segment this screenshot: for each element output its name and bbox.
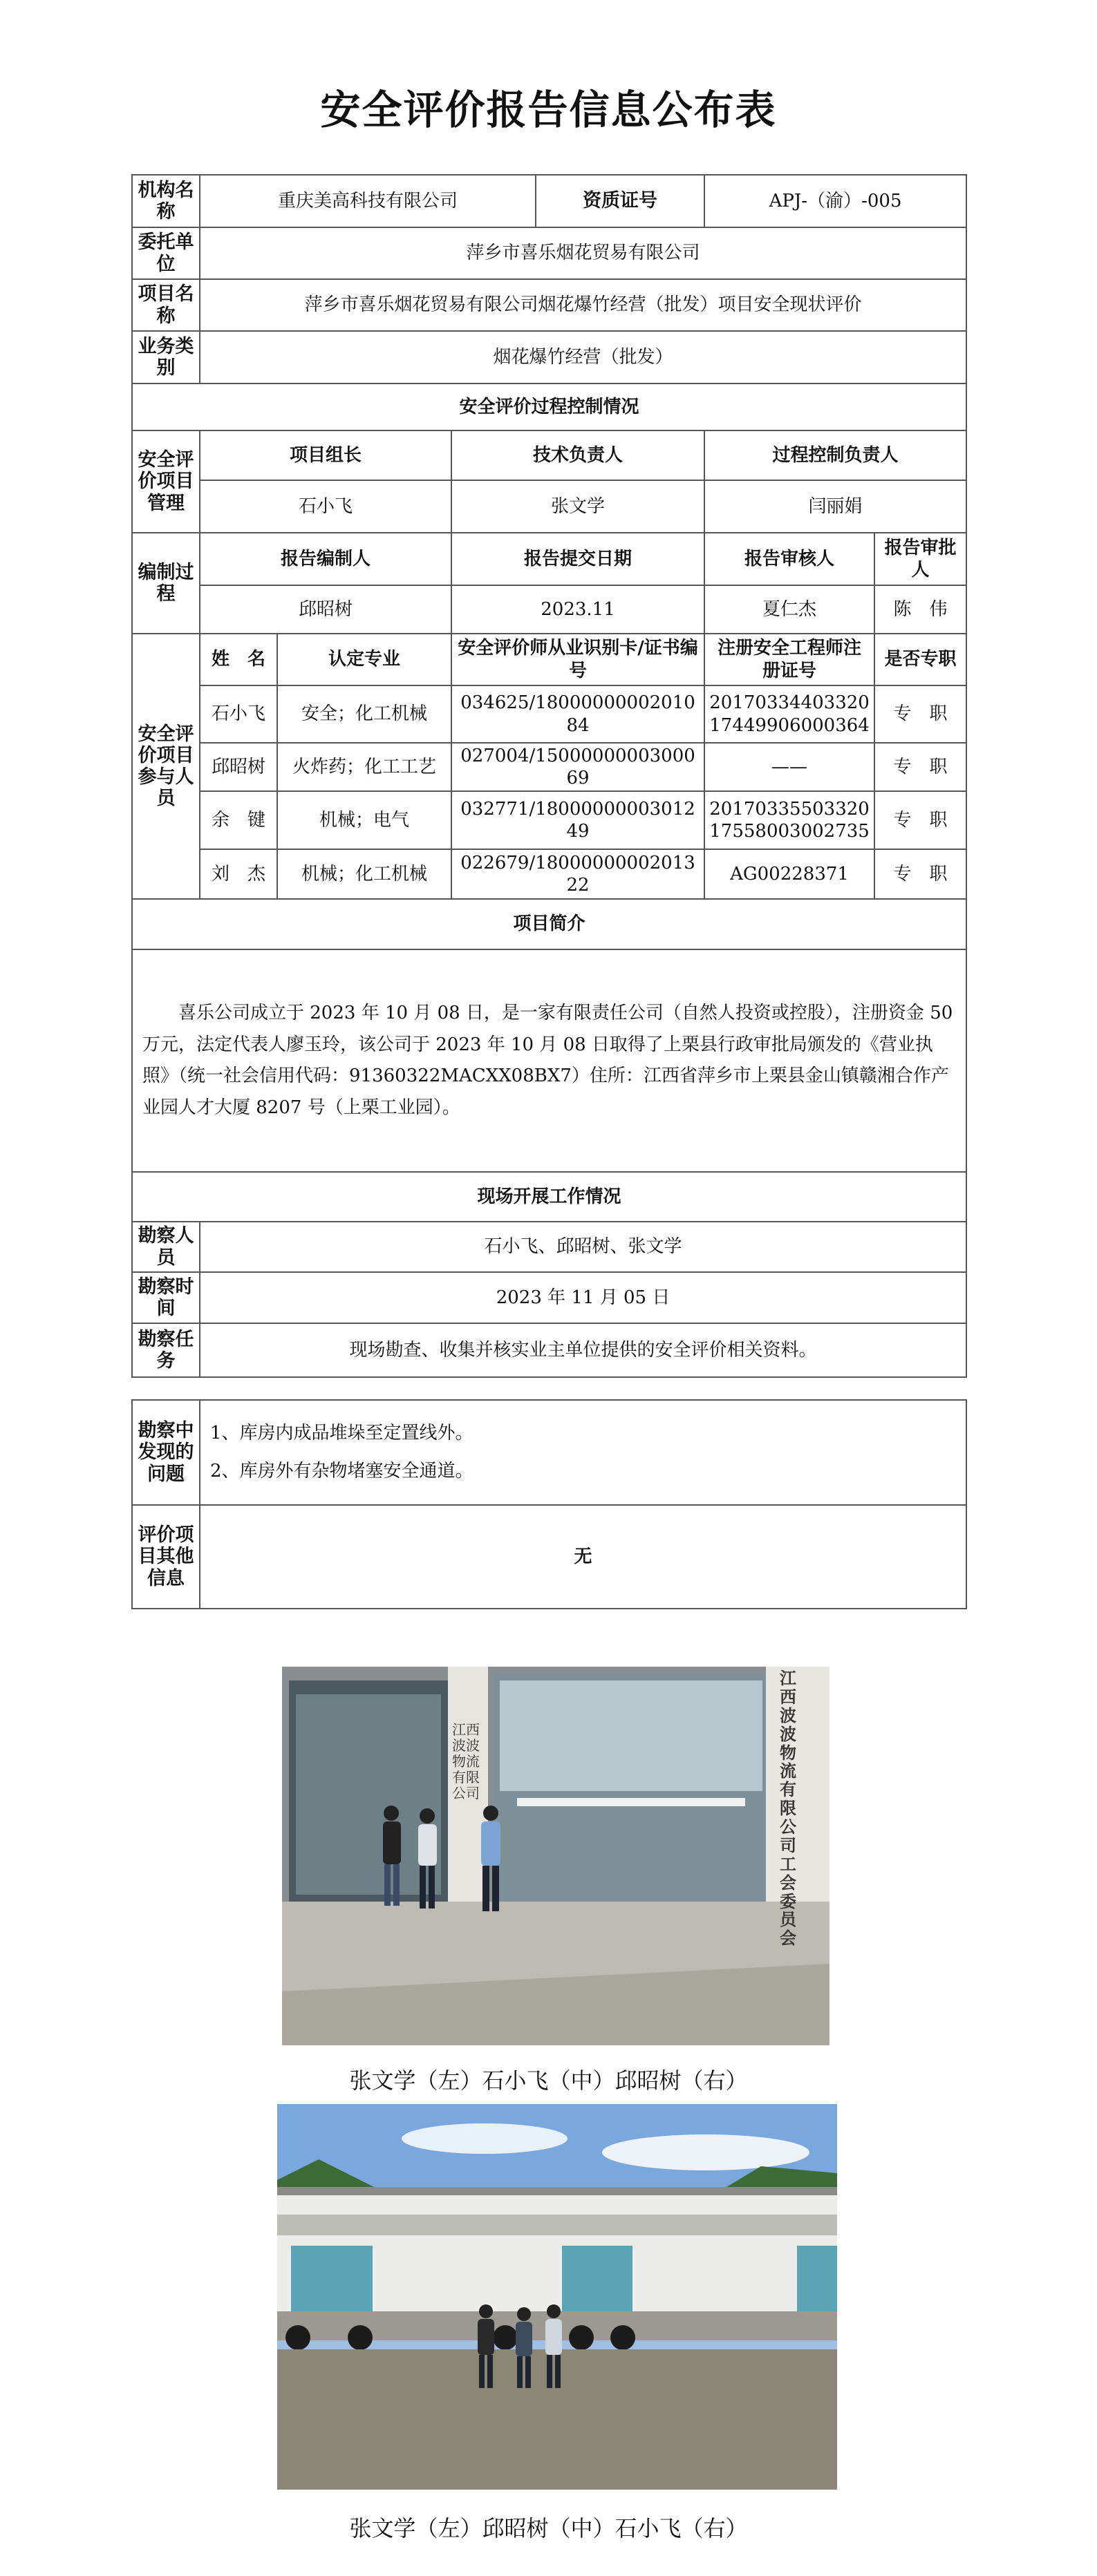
compile-value-approver: 陈 伟 bbox=[874, 585, 966, 634]
compile-label: 编制过程 bbox=[132, 533, 200, 634]
compile-header-author: 报告编制人 bbox=[200, 533, 451, 585]
intro-section-title: 项目简介 bbox=[132, 899, 966, 949]
person-card: 027004/1500000000300069 bbox=[451, 743, 704, 791]
mgmt-value-control: 闫丽娟 bbox=[704, 480, 966, 533]
personnel-header-reg: 注册安全工程师注册证号 bbox=[704, 634, 874, 685]
person-card: 022679/1800000000201322 bbox=[451, 849, 704, 899]
table-row bbox=[132, 849, 966, 899]
table-row bbox=[132, 743, 966, 791]
site-section-title: 现场开展工作情况 bbox=[132, 1172, 966, 1222]
survey-task-value: 现场勘查、收集并核实业主单位提供的安全评价相关资料。 bbox=[200, 1323, 966, 1377]
table-row bbox=[132, 791, 966, 849]
person-fulltime: 专 职 bbox=[874, 685, 966, 743]
client-label: 委托单位 bbox=[132, 227, 200, 279]
person-reg: AG00228371 bbox=[704, 849, 874, 899]
problem-item: 1、库房内成品堆垛至定置线外。 bbox=[210, 1423, 474, 1444]
problem-item: 2、库房外有杂物堵塞安全通道。 bbox=[210, 1461, 474, 1481]
org-name-value: 重庆美高科技有限公司 bbox=[200, 175, 536, 227]
problems-list bbox=[200, 1400, 966, 1505]
person-fulltime: 专 职 bbox=[874, 791, 966, 849]
site-photo-2 bbox=[277, 2104, 837, 2490]
person-name: 邱昭树 bbox=[200, 743, 277, 791]
mgmt-value-leader: 石小飞 bbox=[200, 480, 451, 533]
person-card: 032771/1800000000301249 bbox=[451, 791, 704, 849]
compile-value-author: 邱昭树 bbox=[200, 585, 451, 634]
org-name-label: 机构名称 bbox=[132, 175, 200, 227]
person-major: 机械；电气 bbox=[277, 791, 451, 849]
other-info-value: 无 bbox=[200, 1505, 966, 1609]
main-info-table bbox=[131, 174, 967, 1378]
project-intro-text: 喜乐公司成立于 2023 年 10 月 08 日，是一家有限责任公司（自然人投资或控股），注册资金 50 万元，法定代表人廖玉玲，该公司于 2023 年 10 月 08 日取得了上栗县行政审批局颁发的《营业执照》（统一社会信用代码：91360322MACXX08BX7）住所：江西省萍乡市上栗县金山镇赣湘合作产业园人才大厦 8207 号（上栗工业园）。 bbox=[132, 949, 966, 1172]
cert-no-value: APJ-（渝）-005 bbox=[704, 175, 966, 227]
survey-staff-value: 石小飞、邱昭树、张文学 bbox=[200, 1222, 966, 1272]
mgmt-value-tech: 张文学 bbox=[451, 480, 704, 533]
person-card: 034625/1800000000201084 bbox=[451, 685, 704, 743]
business-type-label: 业务类别 bbox=[132, 331, 200, 383]
site-photo-1 bbox=[282, 1667, 829, 2045]
findings-table bbox=[131, 1399, 967, 1609]
mgmt-header-leader: 项目组长 bbox=[200, 430, 451, 480]
person-reg: —— bbox=[704, 743, 874, 791]
person-name: 余 键 bbox=[200, 791, 277, 849]
cert-no-label: 资质证号 bbox=[536, 175, 704, 227]
client-value: 萍乡市喜乐烟花贸易有限公司 bbox=[200, 227, 966, 279]
business-type-value: 烟花爆竹经营（批发） bbox=[200, 331, 966, 383]
mgmt-header-tech: 技术负责人 bbox=[451, 430, 704, 480]
compile-value-date: 2023.11 bbox=[451, 585, 704, 634]
person-major: 安全；化工机械 bbox=[277, 685, 451, 743]
personnel-header-name: 姓 名 bbox=[200, 634, 277, 685]
compile-header-approver: 报告审批人 bbox=[874, 533, 966, 585]
photo-caption-2: 张文学（左）邱昭树（中）石小飞（右） bbox=[349, 2515, 748, 2541]
photo1-plaque: 江西波波物流有限公司 bbox=[452, 1721, 480, 1801]
compile-value-reviewer: 夏仁杰 bbox=[704, 585, 874, 634]
person-name: 石小飞 bbox=[200, 685, 277, 743]
photo1-sign: 江西波波物流有限公司工会委员会 bbox=[780, 1668, 796, 1949]
mgmt-label: 安全评价项目管理 bbox=[132, 430, 200, 533]
survey-task-label: 勘察任务 bbox=[132, 1323, 200, 1377]
project-name-label: 项目名称 bbox=[132, 279, 200, 331]
page-title: 安全评价报告信息公布表 bbox=[320, 86, 777, 133]
mgmt-header-control: 过程控制负责人 bbox=[704, 430, 966, 480]
photo-caption-1: 张文学（左）石小飞（中）邱昭树（右） bbox=[349, 2067, 748, 2094]
person-reg: 2017033550332017558003002735 bbox=[704, 791, 874, 849]
table-row bbox=[132, 685, 966, 743]
survey-staff-label: 勘察人员 bbox=[132, 1222, 200, 1272]
personnel-header-major: 认定专业 bbox=[277, 634, 451, 685]
personnel-header-fulltime: 是否专职 bbox=[874, 634, 966, 685]
problems-label: 勘察中发现的问题 bbox=[132, 1400, 200, 1505]
process-section-title: 安全评价过程控制情况 bbox=[132, 383, 966, 430]
other-info-label: 评价项目其他信息 bbox=[132, 1505, 200, 1609]
person-reg: 2017033440332017449906000364 bbox=[704, 685, 874, 743]
personnel-label: 安全评价项目参与人员 bbox=[132, 634, 200, 899]
survey-time-value: 2023 年 11 月 05 日 bbox=[200, 1272, 966, 1323]
survey-time-label: 勘察时间 bbox=[132, 1272, 200, 1323]
person-major: 机械；化工机械 bbox=[277, 849, 451, 899]
person-name: 刘 杰 bbox=[200, 849, 277, 899]
personnel-header-card: 安全评价师从业识别卡/证书编号 bbox=[451, 634, 704, 685]
compile-header-date: 报告提交日期 bbox=[451, 533, 704, 585]
project-name-value: 萍乡市喜乐烟花贸易有限公司烟花爆竹经营（批发）项目安全现状评价 bbox=[200, 279, 966, 331]
person-fulltime: 专 职 bbox=[874, 743, 966, 791]
person-major: 火炸药；化工工艺 bbox=[277, 743, 451, 791]
compile-header-reviewer: 报告审核人 bbox=[704, 533, 874, 585]
person-fulltime: 专 职 bbox=[874, 849, 966, 899]
